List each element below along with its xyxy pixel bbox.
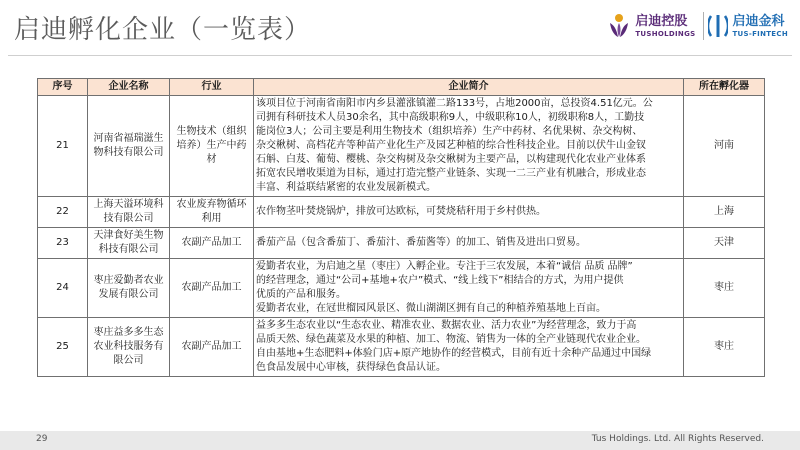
incubator-location: 上海 [684,197,765,228]
header-number: 序号 [38,79,88,96]
tusfintech-logo-cn: 启迪金科 [732,13,785,29]
company-name: 枣庄益多多生态农业科技服务有限公司 [88,318,170,377]
table-row [38,197,765,228]
incubated-companies-table [37,78,765,377]
company-name: 河南省福瑞滋生物科技有限公司 [88,96,170,197]
table-header-row [38,79,765,96]
header-company-profile: 企业简介 [254,79,684,96]
incubator-location: 河南 [684,96,765,197]
profile-line: 益多多生态农业以“生态农业、精准农业、数据农业、活力农业”为经营理念，致力于高 [256,320,637,331]
header-incubator: 所在孵化器 [684,79,765,96]
company-name: 枣庄爱勤者农业发展有限公司 [88,259,170,318]
profile-line: 该项目位于河南省南阳市内乡县灌涨镇灌二路133号，占地2000亩，总投资4.51亿元。公 [256,98,653,109]
profile-line: 自由基地+生态肥料+体验门店+原产地协作的经营模式，目前有近十余种产品通过中国绿 [256,348,652,359]
row-number: 22 [38,197,88,228]
slide-title: 启迪孵化企业（一览表） [14,15,312,45]
company-profile [254,197,684,228]
table-row [38,259,765,318]
tusholdings-logo-cn: 启迪控股 [635,13,688,29]
profile-line: 杂交楸树、高档花卉等种苗产业化生产及园艺种植的综合性科技企业。目前以伏牛山金钗 [256,140,646,151]
profile-line: 能岗位3人；公司主要是利用生物技术（组织培养）生产中药材、名优果树、杂交构树、 [256,126,643,137]
table-row [38,318,765,377]
profile-line: 丰富、利益联结紧密的农业发展新模式。 [256,182,436,193]
row-number: 21 [38,96,88,197]
tusfintech-logo-en: TUS-FINTECH [732,29,788,38]
header-company-name: 企业名称 [88,79,170,96]
tusfintech-logo [708,13,788,39]
header-industry: 行业 [170,79,254,96]
industry: 农副产品加工 [170,318,254,377]
row-number: 24 [38,259,88,318]
profile-line: 番茄产品（包含番茄丁、番茄汁、番茄酱等）的加工、销售及进出口贸易。 [256,237,586,248]
row-number: 23 [38,228,88,259]
tusholdings-logo [607,13,695,39]
company-profile [254,259,684,318]
industry: 农业废弃物循环利用 [170,197,254,228]
table-row [38,228,765,259]
profile-line: 司拥有科研技术人员30余名，其中高级职称9人，中级职称10人，初级职称8人，工勤技 [256,112,645,123]
company-profile [254,228,684,259]
tusholdings-logo-icon [607,13,631,39]
table-row [38,96,765,197]
profile-line: 优质的产品和服务。 [256,289,346,300]
tusfintech-logo-icon [708,13,728,39]
page-number: 29 [36,434,48,444]
profile-line: 农作物茎叶焚烧锅炉，排放可达欧标，可焚烧秸秆用于乡村供热。 [256,206,546,217]
profile-line: 色食品发展中心审核，获得绿色食品认证。 [256,362,446,373]
profile-line: 石斛、白芨、葡萄、樱桃、杂交构树及杂交楸树为主要产品，以构建现代化农业产业体系 [256,154,646,165]
industry: 农副产品加工 [170,259,254,318]
industry: 农副产品加工 [170,228,254,259]
logo-group [607,10,788,42]
profile-line: 爱勤者农业，为启迪之星（枣庄）入孵企业。专注于三农发展，本着“诚信 品质 品牌” [256,261,633,272]
company-name: 天津食好美生物科技有限公司 [88,228,170,259]
profile-line: 爱勤者农业，在冠世榴园风景区、微山湖湖区拥有自己的种植养殖基地上百亩。 [256,303,606,314]
company-name: 上海天溢环境科技有限公司 [88,197,170,228]
logo-divider [703,12,704,40]
copyright-notice: Tus Holdings. Ltd. All Rights Reserved. [591,434,764,444]
company-profile [254,96,684,197]
profile-line: 品质天然、绿色蔬菜及水果的种植、加工、物流、销售为一体的全产业链现代农业企业。 [256,334,646,345]
profile-line: 拓宽农民增收渠道为目标，通过打造完整产业链条、实现一二三产业有机融合，形成业态 [256,168,646,179]
row-number: 25 [38,318,88,377]
tusholdings-logo-en: TUSHOLDINGS [635,29,696,38]
incubator-location: 枣庄 [684,259,765,318]
company-profile [254,318,684,377]
incubator-location: 天津 [684,228,765,259]
profile-line: 的经营理念，通过“公司+基地+农户”模式、“线上线下”相结合的方式，为用户提供 [256,275,624,286]
incubator-location: 枣庄 [684,318,765,377]
title-divider [8,55,792,56]
industry: 生物技术（组织培养）生产中药材 [170,96,254,197]
